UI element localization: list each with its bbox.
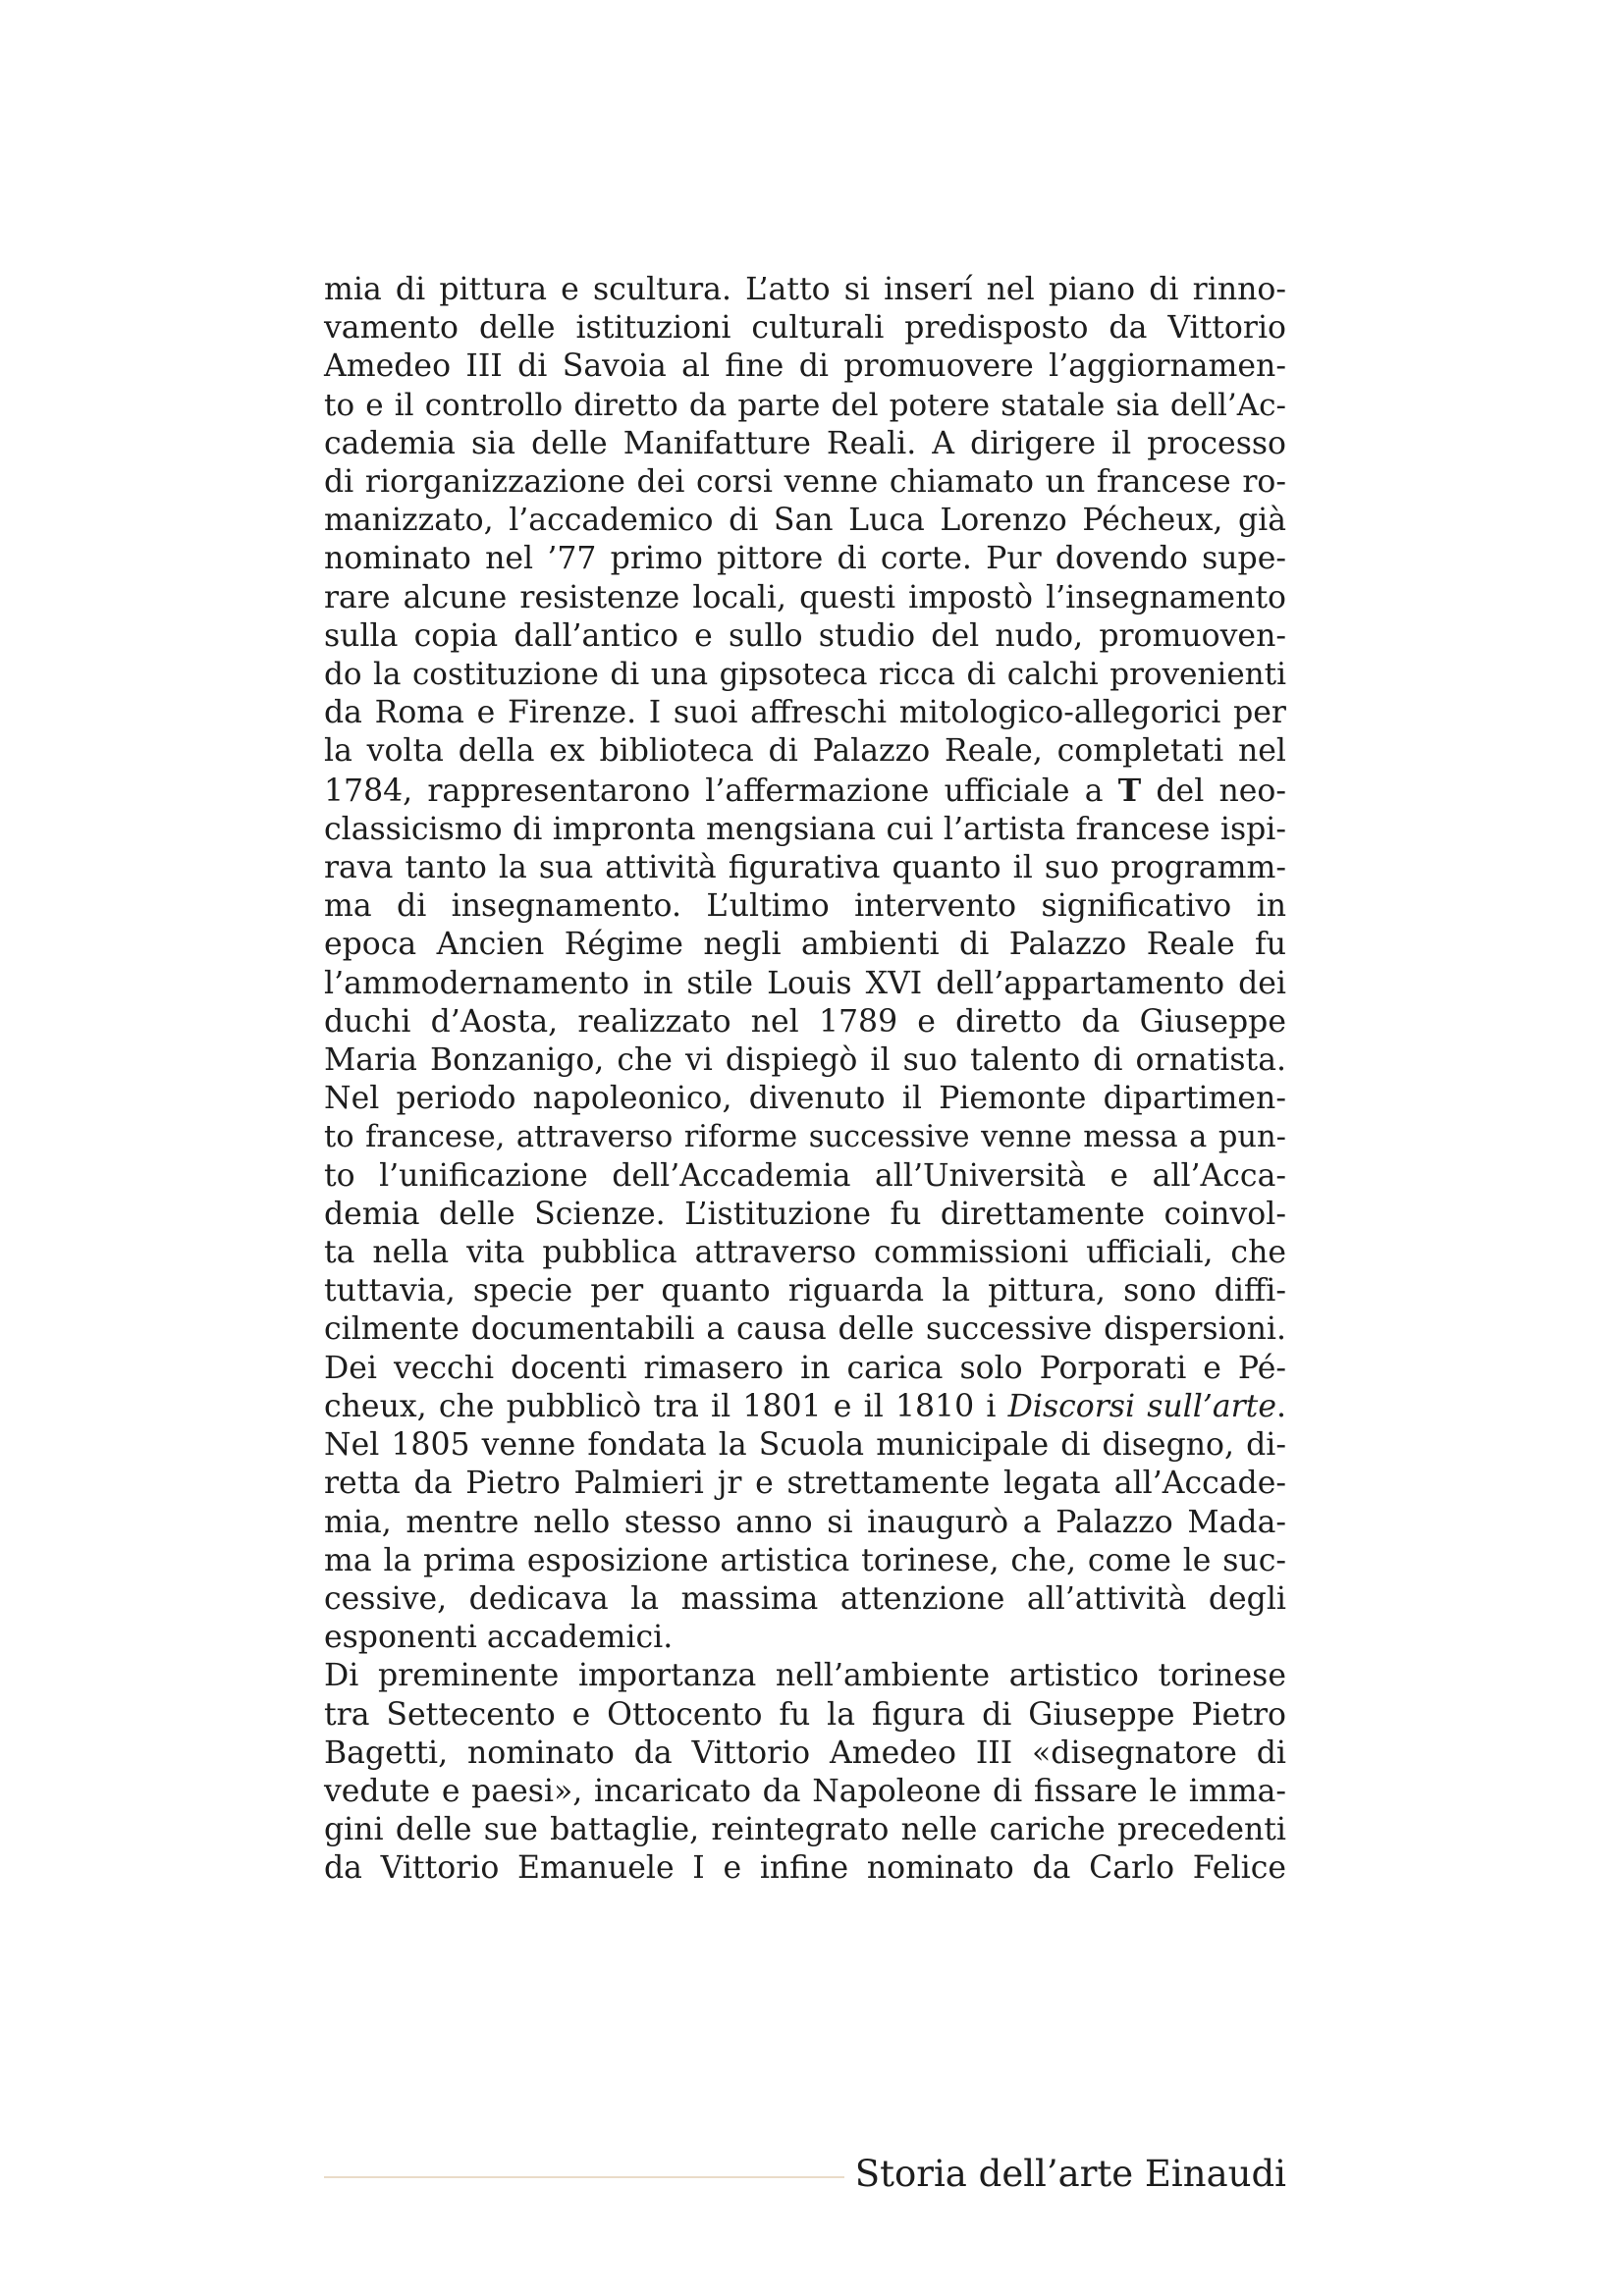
text-segment: Bagetti, nominato da Vittorio Amedeo III «disegnatore di (324, 1735, 1286, 1771)
text-line (324, 1657, 1286, 1695)
text-segment: Dei vecchi docenti rimasero in carica solo Porporati e Pé- (324, 1350, 1286, 1386)
text-segment: di riorganizzazione dei corsi venne chiamato un francese ro- (324, 464, 1286, 501)
text-segment: mia, mentre nello stesso anno si inaugurò a Palazzo Mada- (324, 1504, 1286, 1540)
text-segment: del neo- (1141, 773, 1286, 809)
text-line (324, 1849, 1286, 1888)
text-line (324, 579, 1286, 617)
text-line (324, 965, 1286, 1003)
text-segment: gini delle sue battaglie, reintegrato nelle cariche precedenti (324, 1812, 1286, 1848)
text-line (324, 540, 1286, 578)
text-line (324, 1504, 1286, 1542)
body-text (324, 271, 1286, 1889)
text-line (324, 347, 1286, 386)
bold-text: T (1117, 772, 1142, 809)
text-line (324, 1426, 1286, 1465)
text-segment: rava tanto la sua attività figurativa quanto il suo programm- (324, 850, 1286, 886)
text-segment: ta nella vita pubblica attraverso commissioni ufficiali, che (324, 1235, 1286, 1271)
text-line (324, 887, 1286, 926)
text-line (324, 1388, 1286, 1426)
text-line (324, 1465, 1286, 1503)
text-segment: l’ammodernamento in stile Louis XVI dell’appartamento dei (324, 965, 1286, 1001)
text-segment: 1784, rappresentarono l’affermazione ufficiale a (324, 773, 1118, 809)
text-segment: manizzato, l’accademico di San Luca Lorenzo Pécheux, già (324, 503, 1286, 539)
text-line (324, 1003, 1286, 1041)
text-line (324, 1619, 1286, 1657)
text-line (324, 1735, 1286, 1773)
text-line (324, 732, 1286, 771)
text-segment: Maria Bonzanigo, che vi dispiegò il suo talento di ornatista. (324, 1042, 1286, 1079)
text-segment: da Roma e Firenze. I suoi affreschi mitologico-allegorici per (324, 695, 1286, 731)
text-segment: vedute e paesi», incaricato da Napoleone di fissare le imma- (324, 1773, 1286, 1809)
text-segment: rare alcune resistenze locali, questi impostò l’insegnamento (324, 579, 1286, 615)
text-line (324, 1041, 1286, 1080)
text-segment: Di preminente importanza nell’ambiente artistico torinese (324, 1658, 1286, 1694)
text-line (324, 1542, 1286, 1580)
text-line (324, 1811, 1286, 1849)
footer-rule (324, 2176, 844, 2178)
text-segment: cademia sia delle Manifatture Reali. A dirigere il processo (324, 425, 1286, 461)
text-segment: ma la prima esposizione artistica torinese, che, come le suc- (324, 1542, 1286, 1578)
text-line (324, 811, 1286, 849)
text-segment: da Vittorio Emanuele I e infine nominato da Carlo Felice (324, 1850, 1286, 1887)
footer-label: Storia dell’arte Einaudi (854, 2153, 1286, 2195)
text-line (324, 271, 1286, 309)
text-segment: tuttavia, specie per quanto riguarda la pittura, sono diffi- (324, 1273, 1286, 1309)
italic-text: Discorsi sull’arte (1007, 1388, 1276, 1424)
text-line (324, 694, 1286, 732)
text-segment: cheux, che pubblicò tra il 1801 e il 1810 i (324, 1388, 1008, 1424)
text-line (324, 309, 1286, 347)
text-line (324, 617, 1286, 656)
text-line (324, 1234, 1286, 1272)
text-segment: epoca Ancien Régime negli ambienti di Palazzo Reale fu (324, 927, 1286, 963)
text-segment: esponenti accademici. (324, 1620, 674, 1656)
text-segment: duchi d’Aosta, realizzato nel 1789 e diretto da Giuseppe (324, 1003, 1286, 1040)
text-segment: to l’unificazione dell’Accademia all’Università e all’Acca- (324, 1157, 1286, 1194)
text-segment: classicismo di impronta mengsiana cui l’artista francese ispi- (324, 811, 1286, 847)
text-line (324, 463, 1286, 502)
text-segment: Nel periodo napoleonico, divenuto il Piemonte dipartimen- (324, 1081, 1286, 1117)
text-segment: cilmente documentabili a causa delle successive dispersioni. (324, 1311, 1286, 1348)
text-line (324, 387, 1286, 425)
text-line (324, 1118, 1286, 1156)
text-line (324, 1580, 1286, 1619)
text-line (324, 1350, 1286, 1388)
text-line (324, 1310, 1286, 1349)
text-segment: to francese, attraverso riforme successive venne messa a pun- (324, 1120, 1286, 1155)
text-segment: . (1275, 1388, 1286, 1424)
text-segment: to e il controllo diretto da parte del potere statale sia dell’Ac- (324, 387, 1286, 423)
text-segment: vamento delle istituzioni culturali predisposto da Vittorio (324, 310, 1286, 347)
text-segment: ma di insegnamento. L’ultimo intervento significativo in (324, 888, 1286, 925)
text-segment: sulla copia dall’antico e sullo studio del nudo, promuoven- (324, 617, 1286, 654)
text-segment: nominato nel ’77 primo pittore di corte. Pur dovendo supe- (324, 541, 1286, 577)
text-line (324, 926, 1286, 964)
text-line (324, 1773, 1286, 1811)
text-line (324, 502, 1286, 540)
text-line (324, 1196, 1286, 1234)
text-segment: tra Settecento e Ottocento fu la figura di Giuseppe Pietro (324, 1696, 1286, 1733)
text-segment: mia di pittura e scultura. L’atto si inserí nel piano di rinno- (324, 272, 1286, 307)
text-segment: demia delle Scienze. L’istituzione fu direttamente coinvol- (324, 1196, 1286, 1232)
text-line (324, 1696, 1286, 1735)
text-line (324, 849, 1286, 887)
text-segment: do la costituzione di una gipsoteca ricca di calchi provenienti (324, 657, 1286, 693)
text-line (324, 772, 1286, 811)
text-line (324, 425, 1286, 463)
text-line (324, 1272, 1286, 1310)
text-segment: retta da Pietro Palmieri jr e strettamente legata all’Accade- (324, 1466, 1286, 1502)
text-line (324, 1157, 1286, 1196)
text-segment: Nel 1805 venne fondata la Scuola municipale di disegno, di- (324, 1427, 1286, 1464)
text-segment: la volta della ex biblioteca di Palazzo Reale, completati nel (324, 733, 1286, 770)
text-segment: Amedeo III di Savoia al fine di promuovere l’aggiornamen- (324, 348, 1286, 385)
text-line (324, 656, 1286, 694)
text-segment: cessive, dedicava la massima attenzione all’attività degli (324, 1580, 1286, 1617)
text-line (324, 1080, 1286, 1118)
